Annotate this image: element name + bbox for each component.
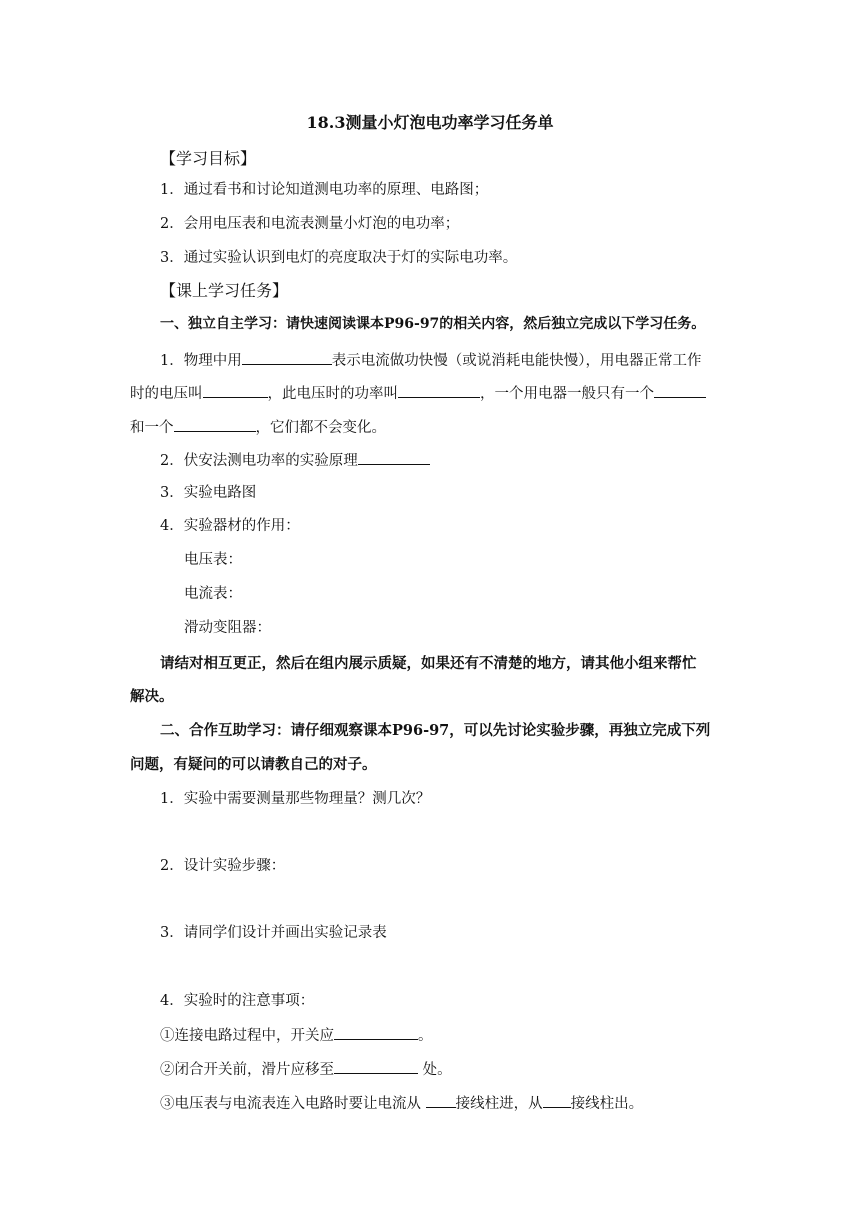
rheostat-label: 滑动变阻器：	[184, 620, 271, 636]
pair-review-note: 请结对相互更正，然后在组内展示质疑，如果还有不清楚的地方，请其他小组来帮忙	[160, 655, 697, 672]
part2-heading: 二、合作互助学习：请仔细观察课本P96-97，可以先讨论实验步骤，再独立完成下列	[160, 722, 711, 739]
precaution-2-blank[interactable]	[334, 1058, 418, 1074]
precaution-2-text-b: 处。	[418, 1062, 452, 1078]
part1-question-1-line-2	[130, 382, 706, 404]
precaution-2-text-a: ②闭合开关前，滑片应移至	[160, 1062, 334, 1078]
voltmeter-label: 电压表：	[184, 552, 242, 568]
pair-review-note-line-2: 解决。	[130, 688, 174, 705]
part1-question-4: 4．实验器材的作用：	[160, 518, 300, 534]
q1-blank-4[interactable]	[654, 382, 706, 398]
precaution-3-text-a: ③电压表与电流表连入电路时要让电流从	[160, 1096, 426, 1112]
q1-blank-3[interactable]	[398, 382, 480, 398]
q1-blank-2[interactable]	[203, 382, 268, 398]
q1-text-a: 1．物理中用	[160, 353, 242, 369]
goals-heading: 【学习目标】	[160, 149, 257, 168]
q2-text: 2．伏安法测电功率的实验原理	[160, 453, 358, 469]
precaution-1-text-b: 。	[418, 1028, 433, 1044]
part2-question-1: 1．实验中需要测量那些物理量？测几次？	[160, 791, 431, 807]
part2-question-4: 4．实验时的注意事项：	[160, 993, 315, 1009]
precaution-2	[160, 1058, 452, 1080]
part1-question-1	[160, 349, 701, 371]
part2-question-3: 3．请同学们设计并画出实验记录表	[160, 925, 387, 941]
part2-question-2: 2．设计实验步骤：	[160, 858, 286, 874]
precaution-3-blank-1[interactable]	[426, 1092, 456, 1108]
part1-question-3: 3．实验电路图	[160, 485, 257, 501]
precaution-3-blank-2[interactable]	[543, 1092, 571, 1108]
part2-heading-line-2: 问题，有疑问的可以请教自己的对子。	[130, 756, 377, 773]
q1-text-d: ，此电压时的功率叫	[267, 386, 398, 402]
tasks-heading: 【课上学习任务】	[160, 281, 289, 300]
part1-heading: 一、独立自主学习：请快速阅读课本P96-97的相关内容，然后独立完成以下学习任务。	[160, 316, 706, 332]
precaution-1-text-a: ①连接电路过程中，开关应	[160, 1028, 334, 1044]
goal-item-2: 2．会用电压表和电流表测量小灯泡的电功率；	[160, 216, 460, 232]
q1-text-e: ，一个用电器一般只有一个	[480, 386, 654, 402]
part1-question-1-line-3	[130, 416, 386, 438]
q1-text-c: 时的电压叫	[130, 386, 203, 402]
q2-blank[interactable]	[358, 449, 430, 465]
precaution-1	[160, 1024, 433, 1046]
precaution-3-text-c: 接线柱出。	[570, 1096, 644, 1112]
q1-blank-1[interactable]	[242, 349, 332, 365]
page-title: 18.3测量小灯泡电功率学习任务单	[306, 113, 554, 132]
q1-blank-5[interactable]	[174, 416, 256, 432]
precaution-3-text-b: 接线柱进，从	[455, 1096, 543, 1112]
ammeter-label: 电流表：	[184, 586, 242, 602]
q1-text-f: 和一个	[130, 420, 174, 436]
goal-item-3: 3．通过实验认识到电灯的亮度取决于灯的实际电功率。	[160, 250, 518, 266]
part1-question-2	[160, 449, 430, 471]
q1-text-b: 表示电流做功快慢（或说消耗电能快慢），用电器正常工作	[331, 353, 702, 369]
precaution-3	[160, 1092, 643, 1114]
q1-text-g: ，它们都不会变化。	[255, 420, 386, 436]
precaution-1-blank[interactable]	[334, 1024, 418, 1040]
goal-item-1: 1．通过看书和讨论知道测电功率的原理、电路图；	[160, 182, 489, 198]
